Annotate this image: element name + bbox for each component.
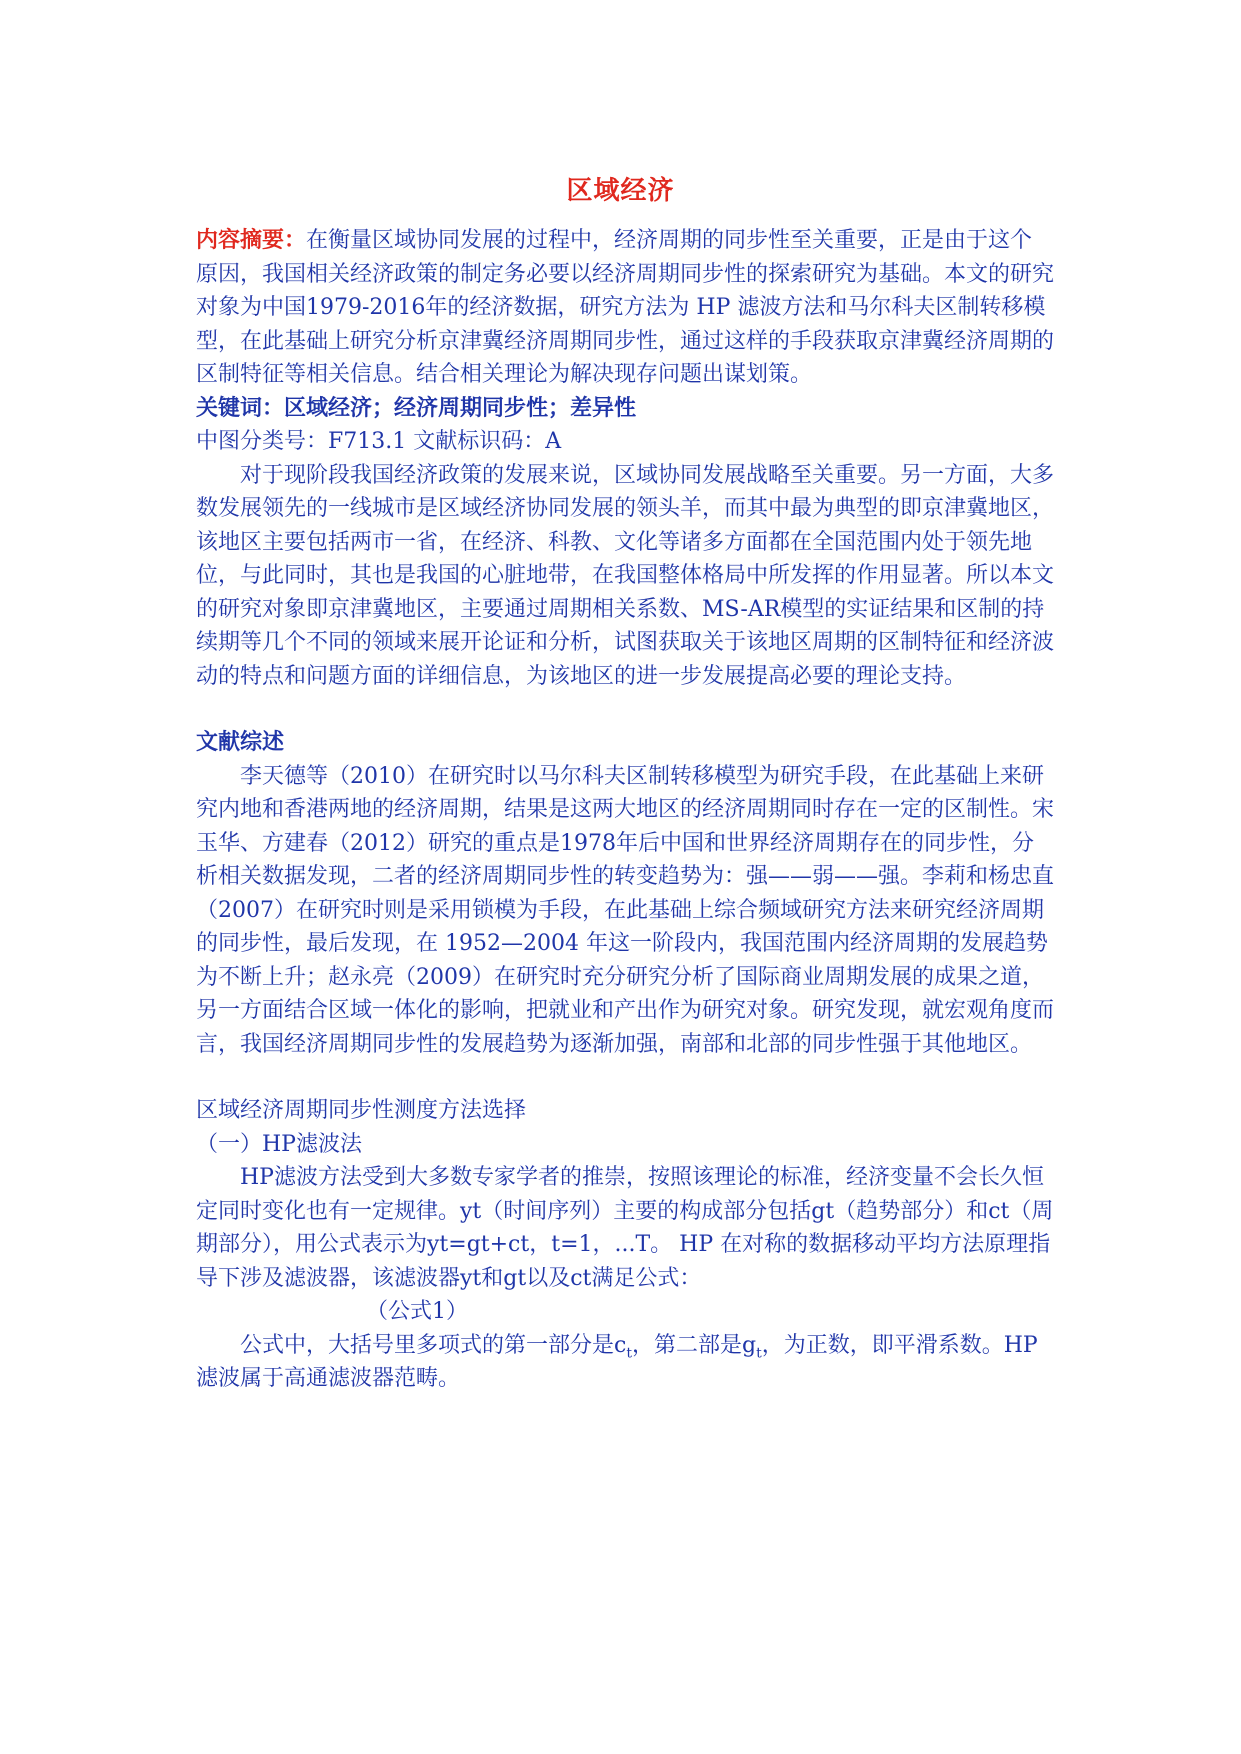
intro-paragraph: 对于现阶段我国经济政策的发展来说，区域协同发展战略至关重要。另一方面，大多数发展领先的一线城市是区域经济协同发展的领头羊，而其中最为典型的即京津冀地区，该地区主要包括两市一省，在经济、科教、文化等诸多方面都在全国范围内处于领先地位，与此同时，其也是我国的心脏地带，在我国整体格局中所发挥的作用显著。所以本文的研究对象即京津冀地区，主要通过周期相关系数、MS-AR模型的实证结果和区制的持续期等几个不同的领域来展开论证和分析，试图获取关于该地区周期的区制特征和经济波动的特点和问题方面的详细信息，为该地区的进一步发展提高必要的理论支持。	[196, 462, 1055, 689]
p2-part-b: ，第二部是g	[631, 1332, 757, 1358]
keywords-label: 关键词：	[196, 394, 285, 421]
p2-part-a: 公式中，大括号里多项式的第一部分是c	[240, 1332, 627, 1358]
spacer	[196, 693, 1054, 726]
formula-label: （公式1）	[366, 1299, 468, 1324]
spacer	[196, 1061, 1054, 1094]
paper-title: 区域经济	[566, 176, 675, 206]
keywords-line	[196, 392, 1054, 426]
p2-subscript-2: t	[756, 1344, 762, 1361]
method-subheading: （一）HP滤波法	[196, 1131, 362, 1157]
review-heading: 文献综述	[196, 729, 285, 755]
abstract-text: 在衡量区域协同发展的过程中，经济周期的同步性至关重要，正是由于这个原因，我国相关经济政策的制定务必要以经济周期同步性的探索研究为基础。本文的研究对象为中国1979-2016年的经济数据，研究方法为 HP 滤波方法和马尔科夫区制转移模型，在此基础上研究分析京津冀经济周期同步性，通过这样的手段获取京津冀经济周期的区制特征等相关信息。结合相关理论为解决现存问题出谋划策。	[196, 228, 1055, 387]
paper-body	[196, 224, 1054, 1396]
keywords-text: 区域经济；经济周期同步性；差异性	[284, 394, 637, 421]
abstract-label: 内容摘要：	[196, 227, 307, 253]
method-paragraph-2	[196, 1329, 1054, 1396]
review-paragraph: 李天德等（2010）在研究时以马尔科夫区制转移模型为研究手段，在此基础上来研究内地和香港两地的经济周期，结果是这两大地区的经济周期同时存在一定的区制性。宋玉华、方建春（2012）研究的重点是1978年后中国和世界经济周期存在的同步性，分析相关数据发现，二者的经济周期同步性的转变趋势为：强——弱——强。李莉和杨忠直（2007）在研究时则是采用锁模为手段，在此基础上综合频域研究方法来研究经济周期的同步性，最后发现，在 1952—2004 年这一阶段内，我国范围内经济周期的发展趋势为不断上升；赵永亮（2009）在研究时充分研究分析了国际商业周期发展的成果之道，另一方面结合区域一体化的影响，把就业和产出作为研究对象。研究发现，就宏观角度而言，我国经济周期同步性的发展趋势为逐渐加强，南部和北部的同步性强于其他地区。	[196, 763, 1055, 1057]
abstract-paragraph	[196, 224, 1054, 392]
p2-part-c: ，为正数，即平滑系数。HP滤波属于高通滤波器范畴。	[196, 1332, 1038, 1391]
p2-subscript-1: t	[626, 1344, 632, 1361]
method-paragraph-1: HP滤波方法受到大多数专家学者的推崇，按照该理论的标准，经济变量不会长久恒定同时变化也有一定规律。yt（时间序列）主要的构成部分包括gt（趋势部分）和ct（周期部分），用公式表示为yt=gt+ct，t=1，...T。 HP 在对称的数据移动平均方法原理指导下涉及滤波器，该滤波器yt和gt以及ct满足公式：	[196, 1165, 1054, 1291]
classification-line: 中图分类号：F713.1 文献标识码：A	[196, 429, 562, 454]
method-heading: 区域经济周期同步性测度方法选择	[196, 1098, 527, 1123]
